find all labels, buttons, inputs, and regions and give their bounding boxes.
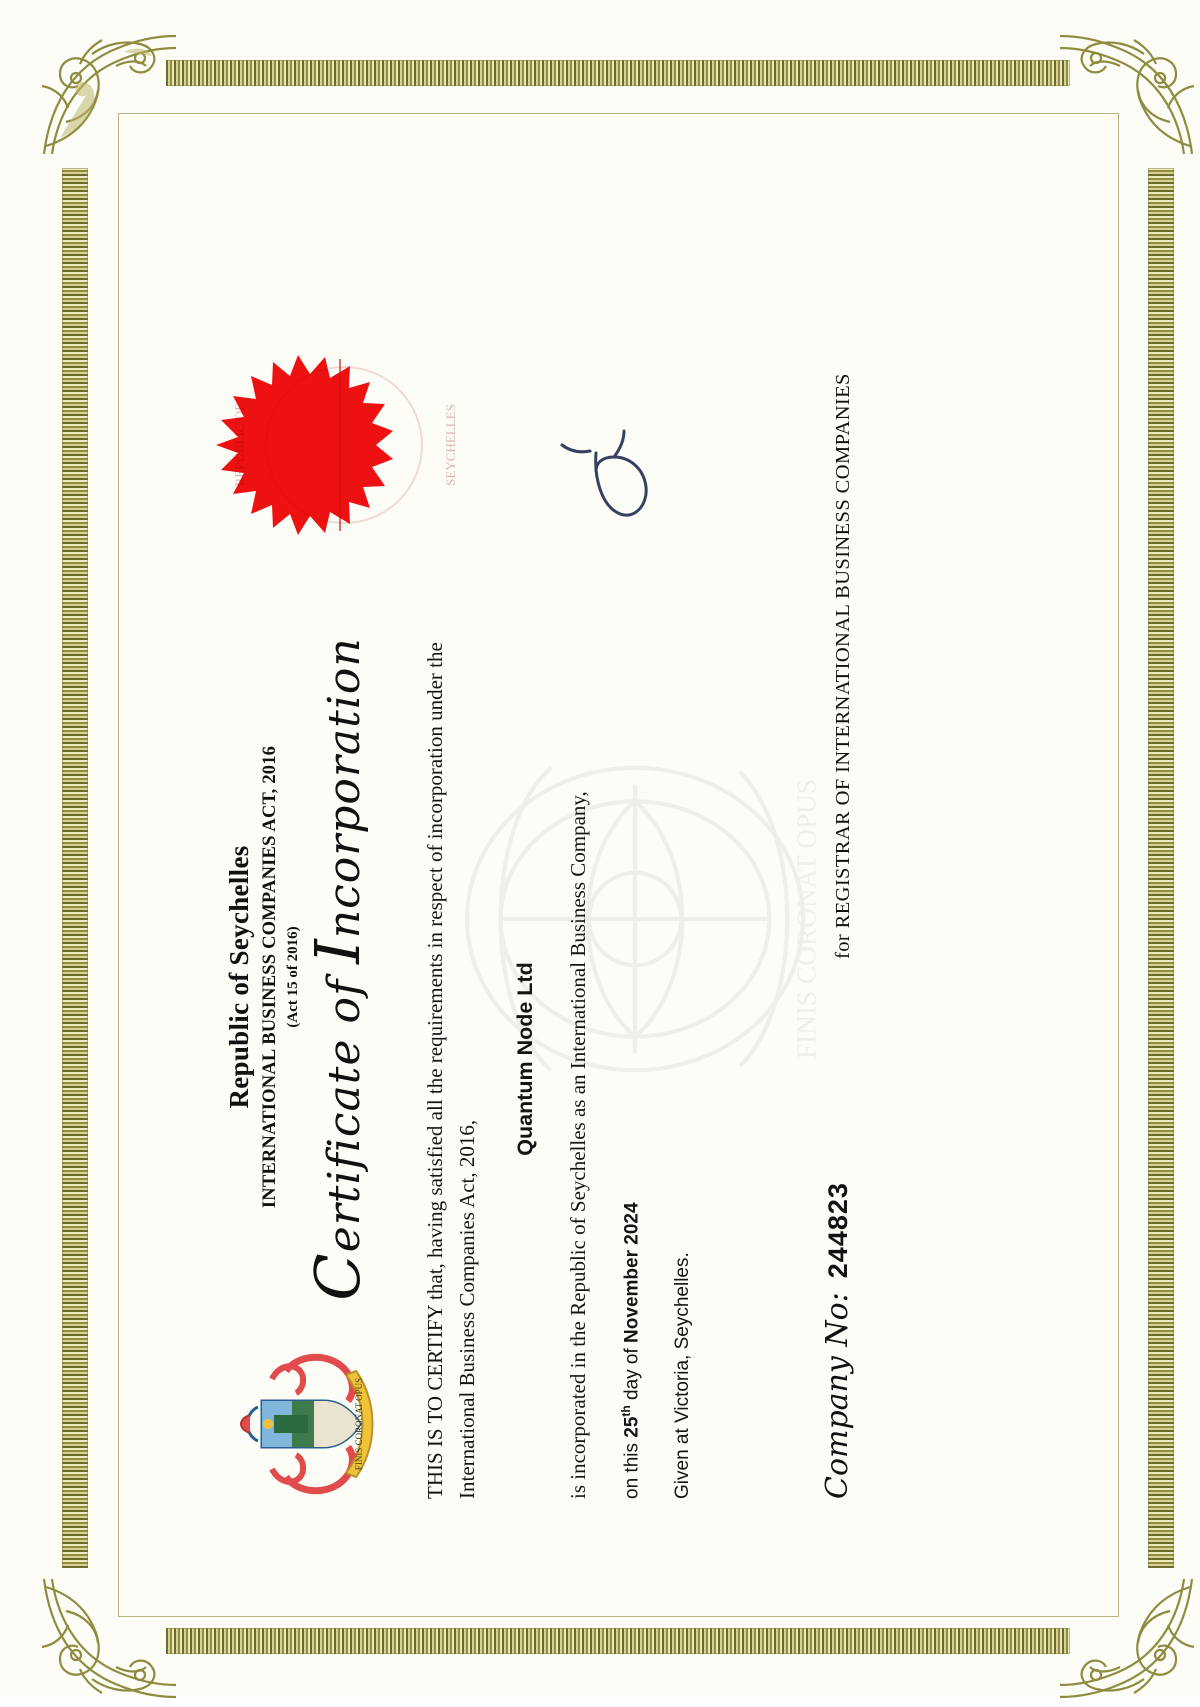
country-title: Republic of Seychelles: [224, 844, 254, 1109]
dateline: [617, 619, 647, 1499]
signature-icon: [550, 399, 670, 549]
inner-rule-bottom: [118, 1616, 1118, 1617]
border-band-bottom: [166, 1628, 1070, 1654]
day-number: 25: [621, 1416, 643, 1438]
svg-text:FINIS CORONAT OPUS: FINIS CORONAT OPUS: [354, 1377, 364, 1470]
incorporation-paragraph: is incorporated in the Republic of Seychelles as an International Business Company,: [566, 790, 591, 1499]
corner-flourish-icon: [32, 1567, 182, 1707]
day-of-label: day of: [621, 1347, 643, 1400]
corner-flourish-icon: [1054, 1567, 1200, 1707]
certificate-heading: Certificate of Incorporation: [301, 636, 374, 1301]
company-name: Quantum Node Ltd: [513, 961, 537, 1156]
certificate-content: [120, 139, 1080, 1559]
company-number-label: Company No:: [820, 1291, 855, 1499]
company-number-block: [820, 1182, 855, 1499]
svg-text:REPUBLIC OF: REPUBLIC OF: [232, 403, 247, 486]
day-ordinal: th: [618, 1404, 633, 1417]
certificate-body: [420, 619, 719, 1499]
inner-rule-top: [118, 113, 1118, 114]
month-year: November 2024: [621, 1201, 643, 1343]
given-at: Given at Victoria, Seychelles.: [671, 1251, 693, 1499]
certify-paragraph: THIS IS TO CERTIFY that, having satisfied all the requirements in respect of incorporation under the International Business Companies Act, 2016,: [423, 641, 479, 1499]
act-subtitle: (Act 15 of 2016): [285, 925, 301, 1028]
official-seal-icon: [210, 311, 478, 579]
act-title: INTERNATIONAL BUSINESS COMPANIES ACT, 2016: [260, 745, 280, 1208]
registrar-line: for REGISTRAR OF INTERNATIONAL BUSINESS COMPANIES: [832, 372, 854, 959]
company-number-value: 244823: [823, 1181, 853, 1278]
certificate-header: [224, 627, 302, 1327]
inner-rule-left: [118, 113, 119, 1617]
on-this-label: on this: [621, 1442, 643, 1499]
svg-text:FINIS CORONAT OPUS: FINIS CORONAT OPUS: [791, 778, 822, 1059]
border-band-left: [62, 168, 88, 1568]
svg-text:SEYCHELLES: SEYCHELLES: [443, 403, 458, 486]
inner-rule-right: [1118, 113, 1119, 1617]
border-band-right: [1148, 168, 1174, 1568]
coat-of-arms-icon: [228, 1349, 388, 1499]
border-band-top: [166, 60, 1070, 86]
